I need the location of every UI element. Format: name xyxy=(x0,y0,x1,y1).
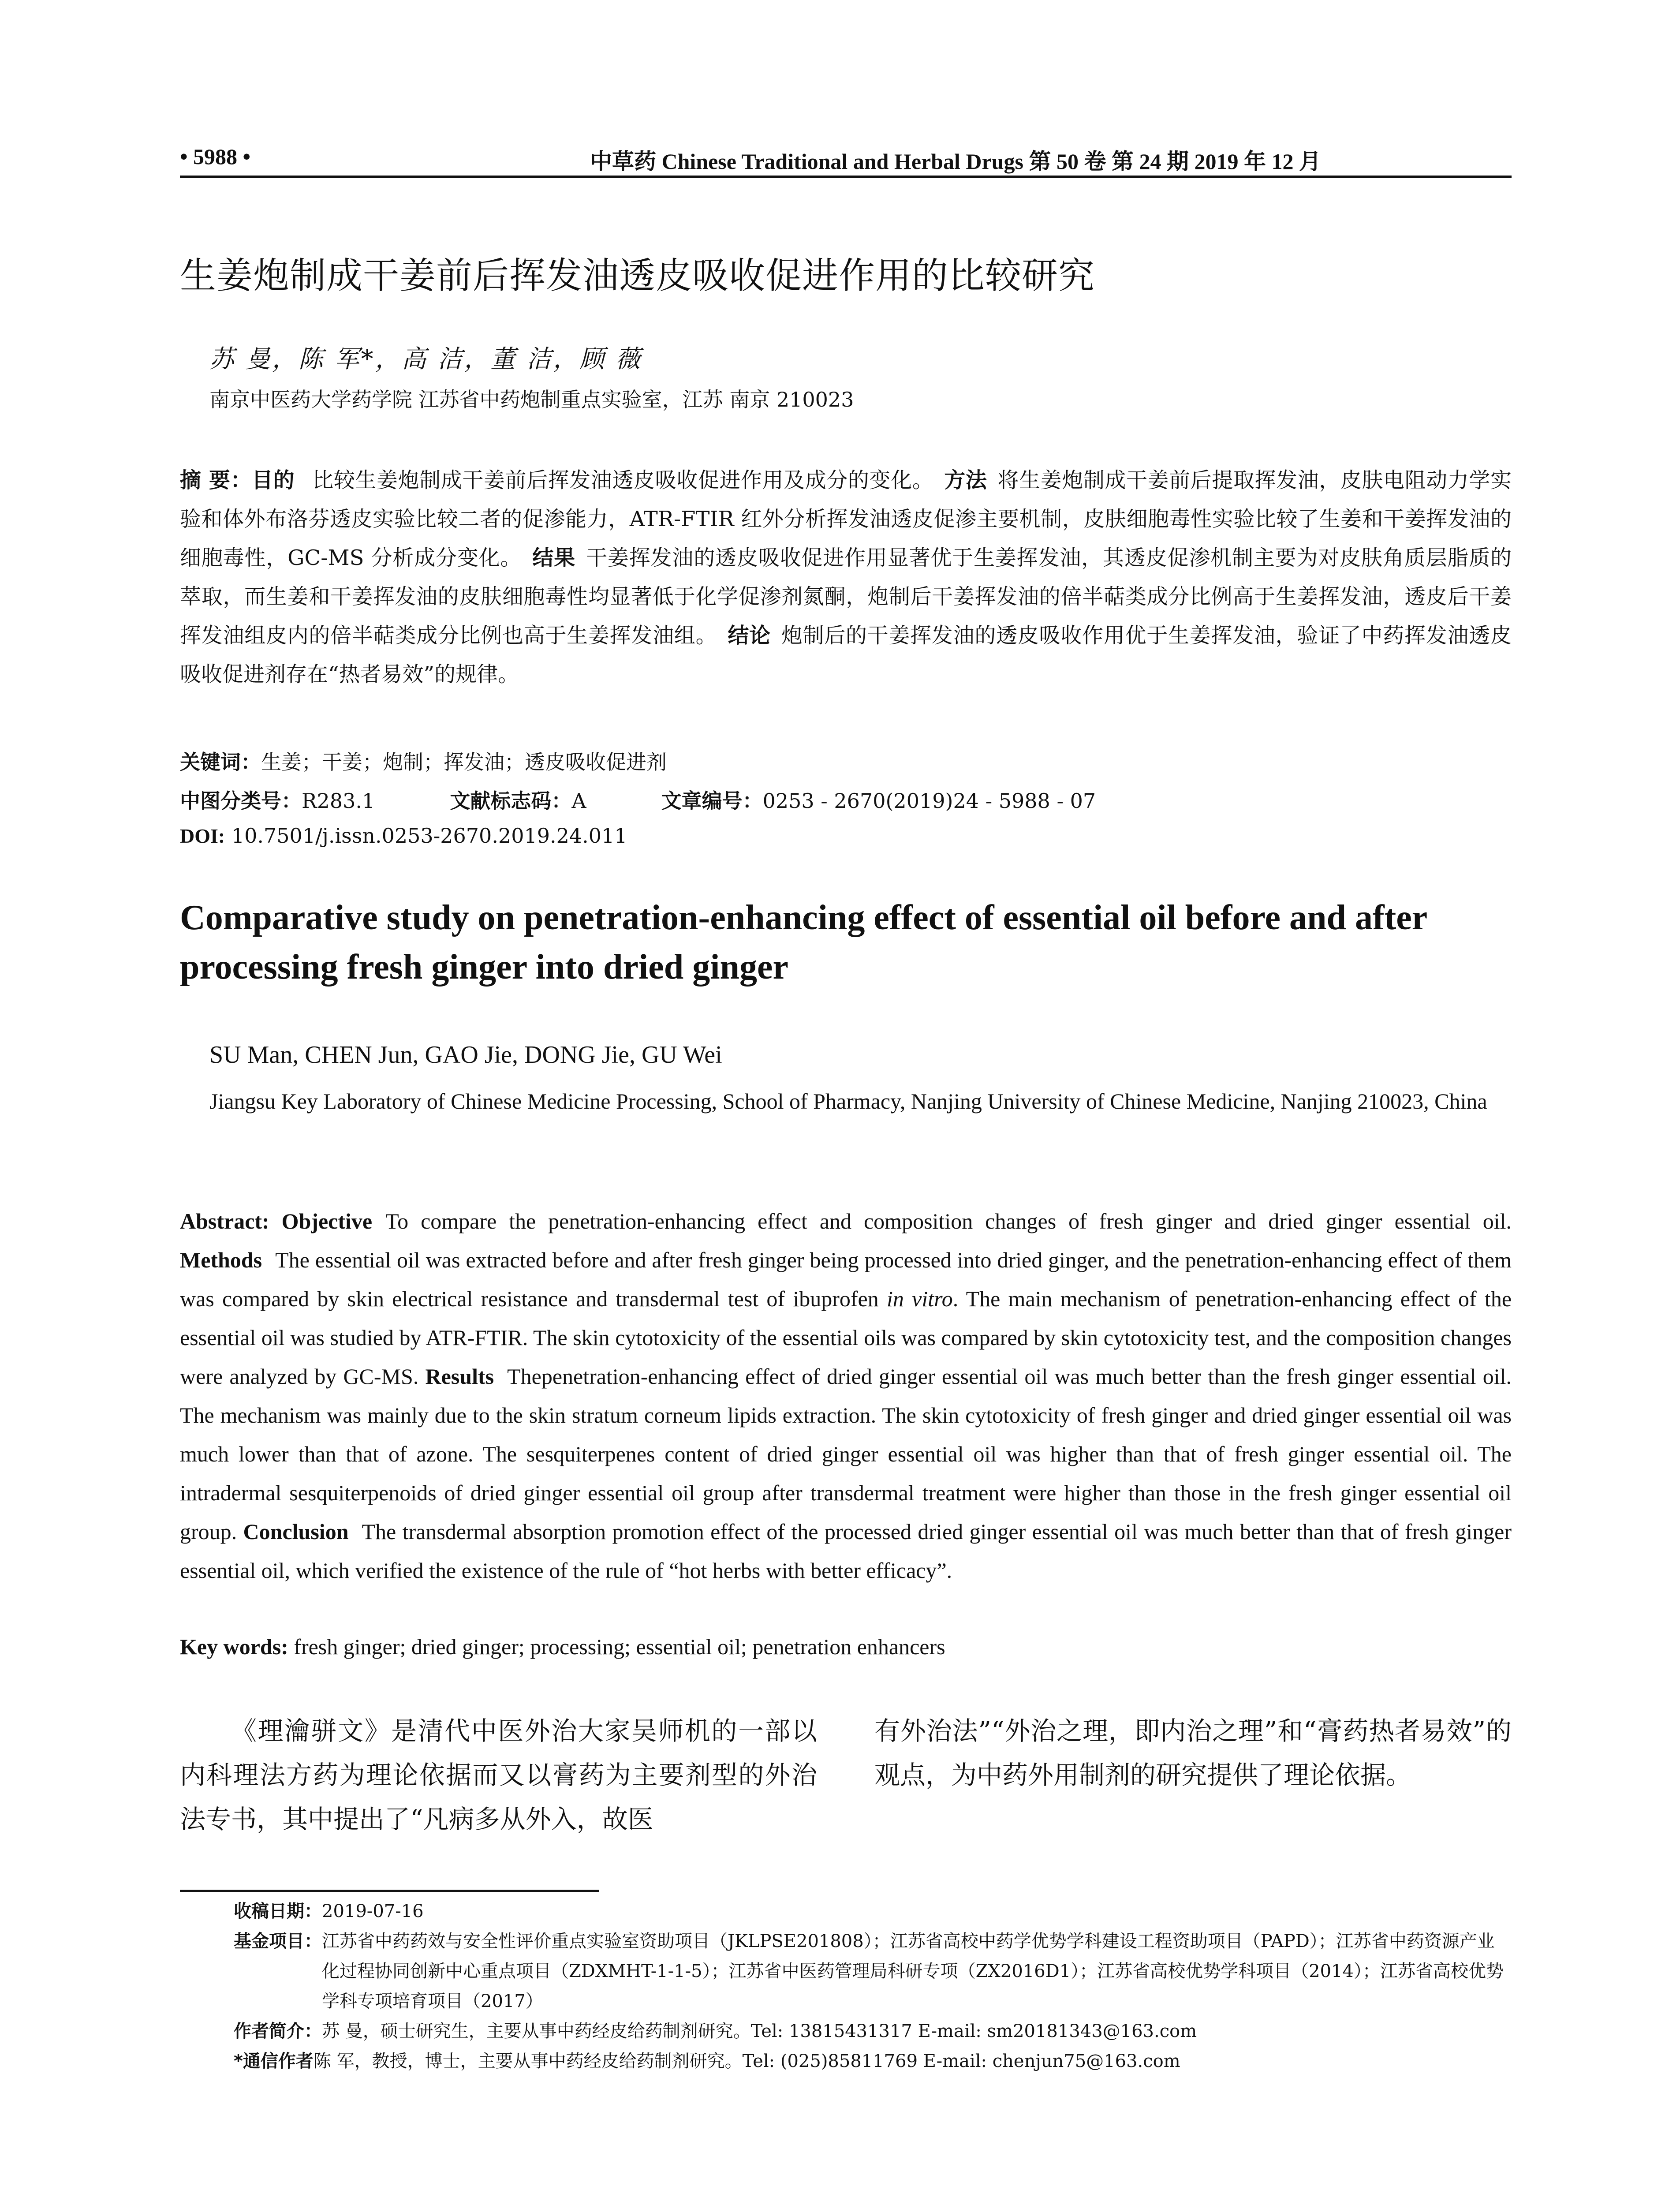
body-column-right: 有外治法”“外治之理，即内治之理”和“膏药热者易效”的观点，为中药外用制剂的研究提供了理论依据。 xyxy=(874,1716,1512,1790)
journal-issue: 中草药 Chinese Traditional and Herbal Drugs 第 50 卷 第 24 期 2019 年 12 月 xyxy=(590,149,1321,174)
classification-line xyxy=(180,785,1512,814)
en-conclusion: The transdermal absorption promotion effect of the processed dried ginger essential oil was much better than that of fresh ginger essential oil, which verified the existence of the rule of “hot herbs with better efficacy”. xyxy=(180,1519,1512,1583)
abstract-conclusion: 炮制后的干姜挥发油的透皮吸收作用优于生姜挥发油，验证了中药挥发油透皮吸收促进剂存在“热者易效”的规律。 xyxy=(180,623,1512,687)
running-header xyxy=(180,140,1512,178)
doi-label: DOI: xyxy=(180,825,225,847)
footnote-corresponding-author: *通信作者 陈 军，教授，博士，主要从事中药经皮给药制剂研究。Tel: (025)85811769 E-mail: chenjun75@163.com xyxy=(234,2051,1180,2071)
en-results: Thepenetration-enhancing effect of dried ginger essential oil was much better than the fresh ginger essential oil. The mechanism was mainly due to the skin stratum corneum lipids extraction. The skin cytotoxicity of fresh ginger and dried ginger essential oil was much lower than that of azone. The sesquiterpenes content of dried ginger essential oil was higher than that of fresh ginger essential oil. The intradermal sesquiterpenoids of dried ginger essential oil group after transdermal treatment were higher than those in the fresh ginger essential oil group. xyxy=(180,1364,1512,1544)
en-conclusion-label: Conclusion xyxy=(243,1519,349,1544)
footnote-funding: 基金项目： 江苏省中药药效与安全性评价重点实验室资助项目（JKLPSE201808）；江苏省高校中药学优势学科建设工程资助项目（PAPD）；江苏省中药资源产业化过程协同创新中心重点项目（ZDXMHT-1-1-5）；江苏省中医药管理局科研专项（ZX2016D1）；江苏省高校优势学科项目（2014）；江苏省高校优势学科专项培育项目（2017） xyxy=(234,1931,1504,2011)
en-objective-label: Abstract: Objective xyxy=(180,1209,373,1233)
article-no-label: 文章编号： xyxy=(661,789,763,813)
chinese-title: 生姜炮制成干姜前后挥发油透皮吸收促进作用的比较研究 xyxy=(180,255,1095,297)
keywords-label: 关键词： xyxy=(180,750,261,774)
clc-label: 中图分类号： xyxy=(180,789,302,813)
abstract-methods-label: 方法 xyxy=(944,468,987,493)
en-objective: To compare the penetration-enhancing effect and composition changes of fresh ginger and dried ginger essential oil. xyxy=(385,1209,1512,1233)
abstract-objective-label: 摘 要：目的 xyxy=(180,468,295,493)
en-in-vitro: in vitro xyxy=(886,1286,953,1311)
body-column-left: 《理瀹骈文》是清代中医外治大家吴师机的一部以内科理法方药为理论依据而又以膏药为主要剂型的外治法专书，其中提出了“凡病多从外入，故医 xyxy=(180,1716,817,1834)
chinese-authors: 苏 曼，陈 军*，高 洁，董 洁，顾 薇 xyxy=(209,345,642,374)
abstract-conclusion-label: 结论 xyxy=(728,623,771,648)
en-methods-1: The essential oil was extracted before and after fresh ginger being processed into dried ginger, and the penetration-enhancing effect of them was compared by skin electrical resistance and transdermal test of ibuprofen xyxy=(180,1248,1512,1311)
doc-code-value: A xyxy=(571,789,586,813)
chinese-keywords xyxy=(180,746,1512,775)
abstract-methods: 将生姜炮制成干姜前后提取挥发油，皮肤电阻动力学实验和体外布洛芬透皮实验比较二者的促渗能力，ATR-FTIR 红外分析挥发油透皮促渗主要机制，皮肤细胞毒性实验比较了生姜和干姜挥发油的细胞毒性，GC-MS 分析成分变化。 xyxy=(180,468,1512,570)
page-number: • 5988 • xyxy=(180,144,251,169)
en-methods-label: Methods xyxy=(180,1248,262,1272)
en-results-label: Results xyxy=(425,1364,494,1389)
keywords-value: 生姜；干姜；炮制；挥发油；透皮吸收促进剂 xyxy=(261,750,667,774)
chinese-abstract xyxy=(180,461,1512,694)
english-keywords xyxy=(180,1634,1512,1659)
clc-value: R283.1 xyxy=(302,789,375,813)
chinese-affiliation: 南京中医药大学药学院 江苏省中药炮制重点实验室，江苏 南京 210023 xyxy=(209,388,854,411)
footnote-rule xyxy=(180,1890,599,1892)
footnote-received: 收稿日期： 2019-07-16 xyxy=(234,1901,424,1921)
abstract-results: 干姜挥发油的透皮吸收促进作用显著优于生姜挥发油，其透皮促渗机制主要为对皮肤角质层脂质的萃取，而生姜和干姜挥发油的皮肤细胞毒性均显著低于化学促渗剂氮酮，炮制后干姜挥发油的倍半萜类成分比例高于生姜挥发油，透皮后干姜挥发油组皮内的倍半萜类成分比例也高于生姜挥发油组。 xyxy=(180,546,1512,648)
doc-code-label: 文献标志码： xyxy=(450,789,572,813)
footnotes xyxy=(234,1896,1512,2076)
en-keywords-label: Key words: xyxy=(180,1634,288,1659)
english-title: Comparative study on penetration-enhancing effect of essential oil before and after processing fresh ginger into dried ginger xyxy=(180,898,1427,987)
abstract-objective: 比较生姜炮制成干姜前后挥发油透皮吸收促进作用及成分的变化。 xyxy=(312,468,934,493)
english-abstract xyxy=(180,1202,1512,1590)
english-affiliation: Jiangsu Key Laboratory of Chinese Medicine Processing, School of Pharmacy, Nanjing University of Chinese Medicine, Nanjing 210023, China xyxy=(209,1089,1487,1114)
english-authors: SU Man, CHEN Jun, GAO Jie, DONG Jie, GU Wei xyxy=(209,1041,722,1069)
article-no-value: 0253 - 2670(2019)24 - 5988 - 07 xyxy=(762,789,1096,813)
en-methods-2: . The main mechanism of penetration-enhancing effect of the essential oil was studied by ATR-FTIR. The skin cytotoxicity of the essential oils was compared by skin cytotoxicity test, and the composition changes were analyzed by GC-MS. xyxy=(180,1286,1512,1389)
footnote-author-bio: 作者简介： 苏 曼，硕士研究生，主要从事中药经皮给药制剂研究。Tel: 13815431317 E-mail: sm20181343@163.com xyxy=(234,2021,1197,2041)
abstract-results-label: 结果 xyxy=(532,546,576,570)
en-keywords-value: fresh ginger; dried ginger; processing; essential oil; penetration enhancers xyxy=(294,1634,945,1659)
doi-line xyxy=(180,824,1512,848)
doi-value: 10.7501/j.issn.0253-2670.2019.24.011 xyxy=(231,824,627,848)
